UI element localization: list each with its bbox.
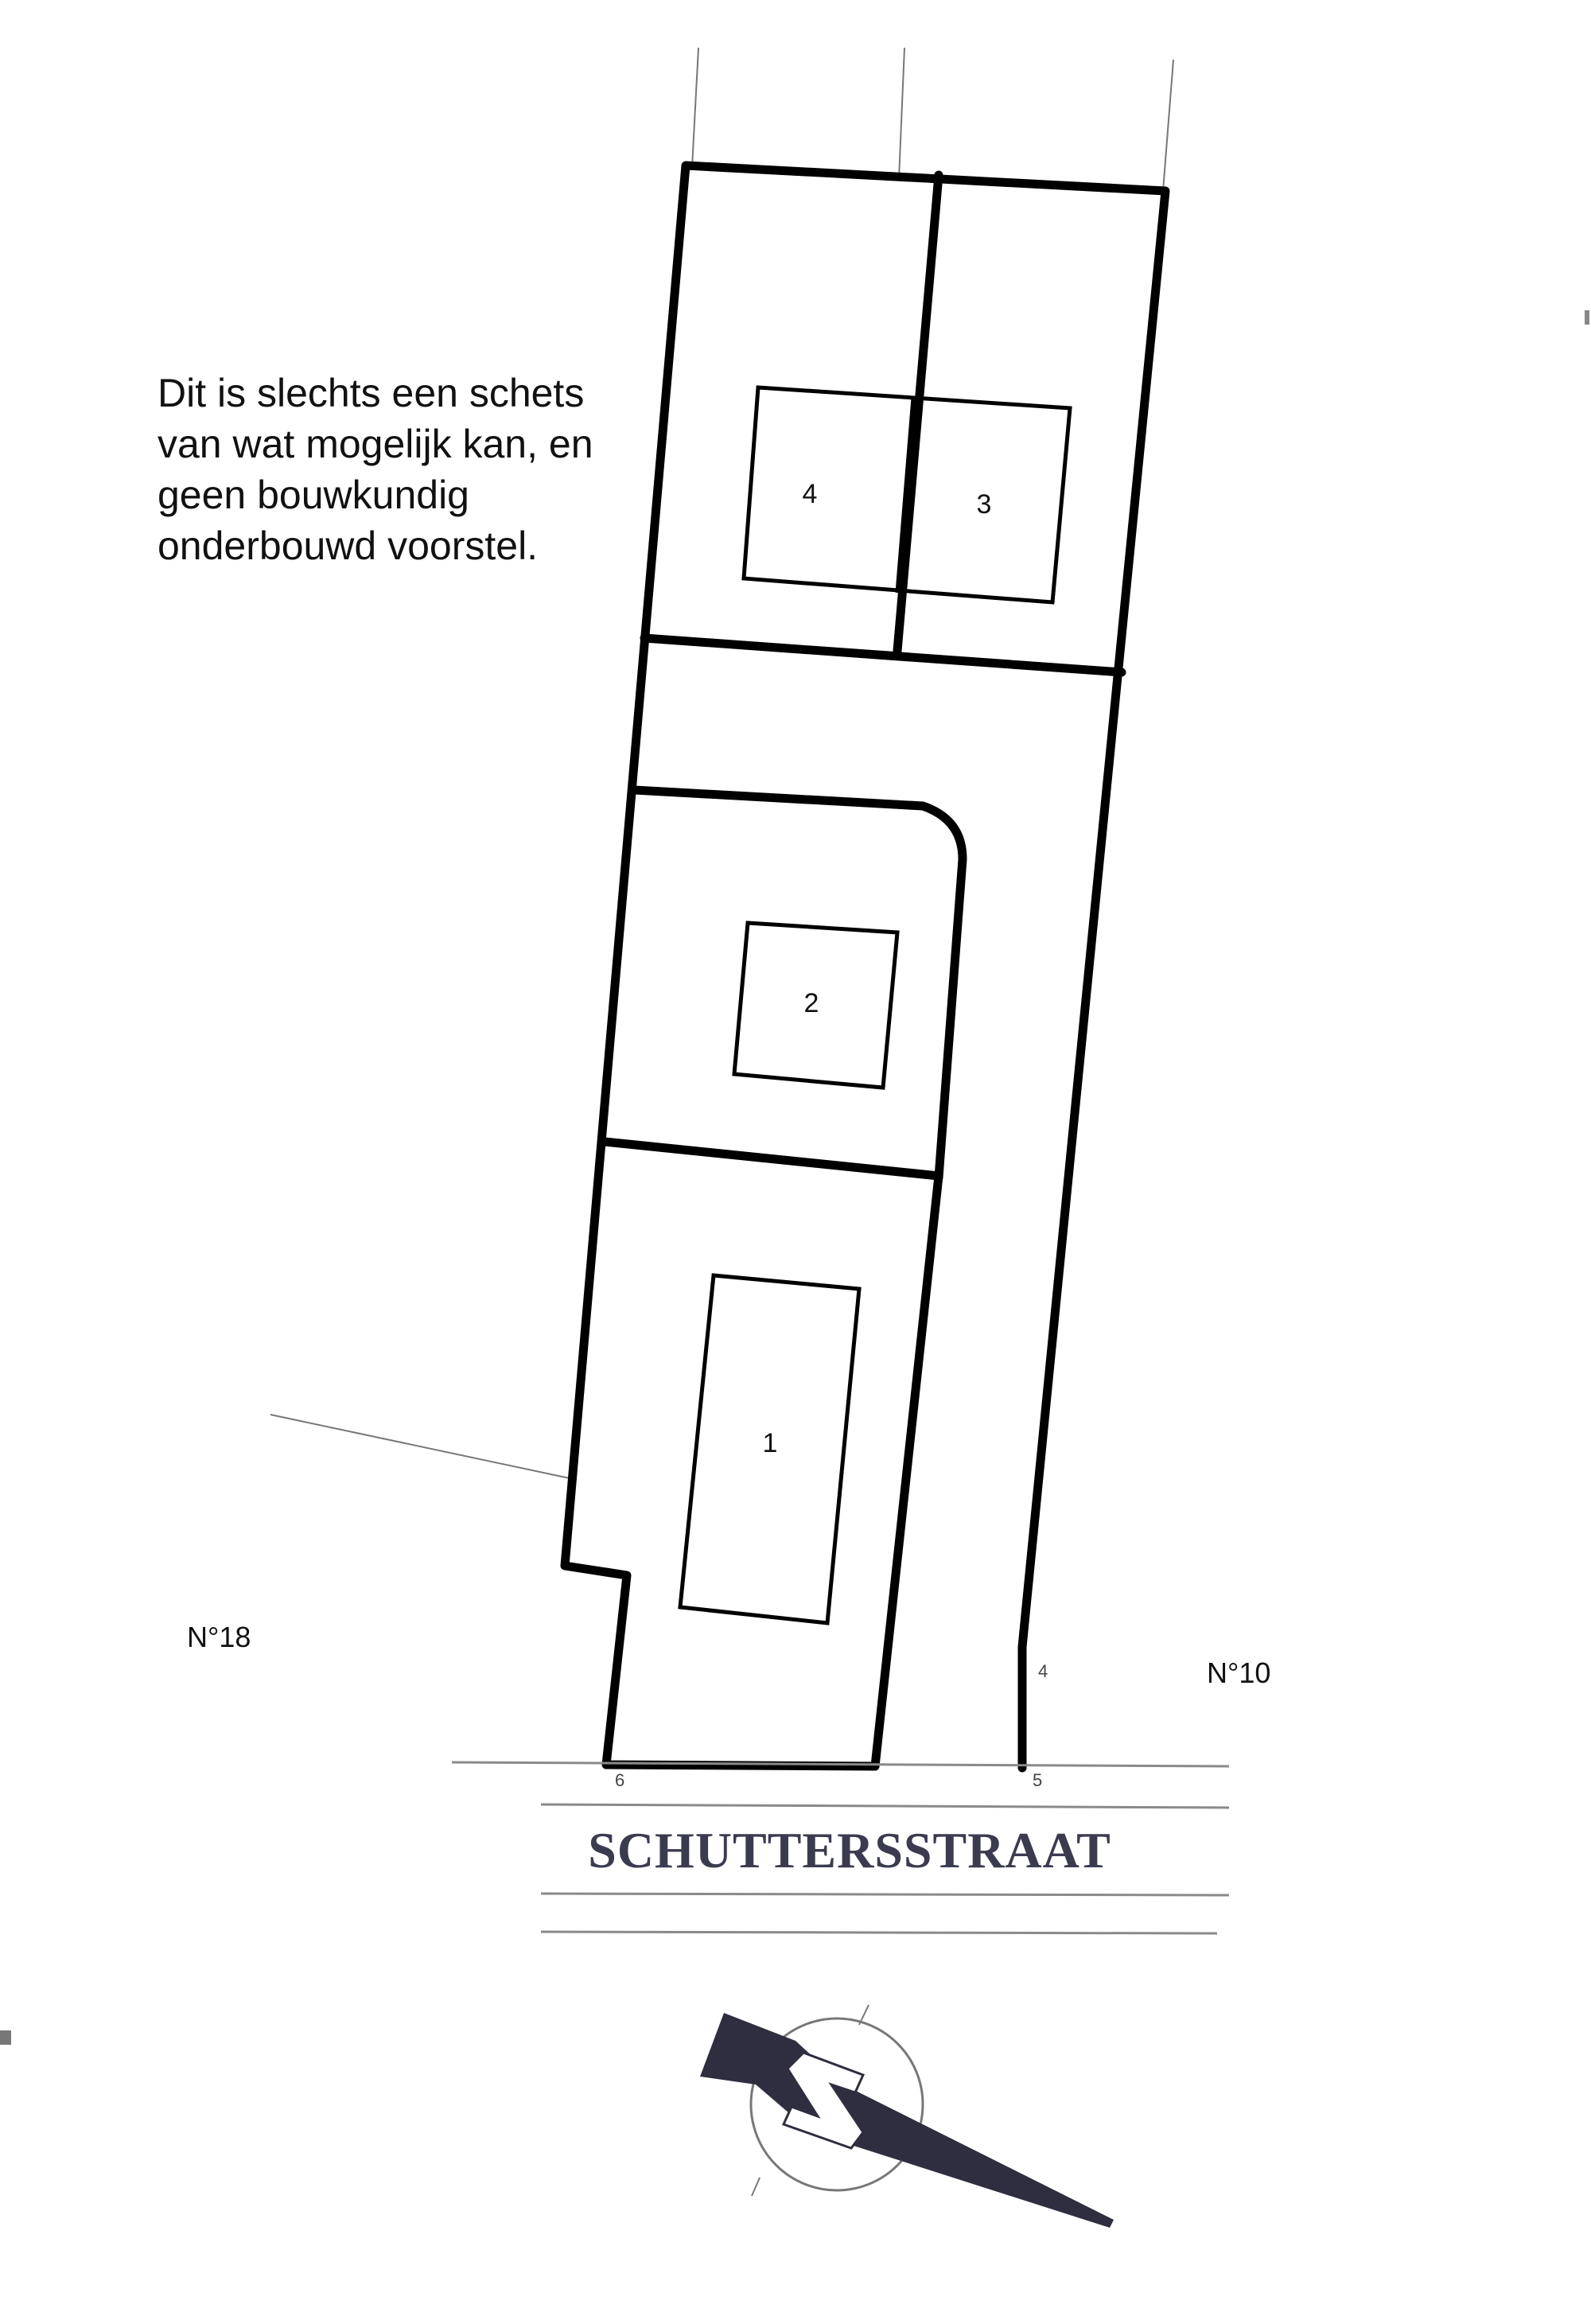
parcel-line-top-1 <box>692 48 698 167</box>
disclaimer-line-2: van wat mogelijk kan, en <box>158 422 593 466</box>
compass-arrow <box>700 2013 1114 2228</box>
parcel-line-top-3 <box>1163 60 1173 191</box>
lot-label-2: 2 <box>803 988 819 1018</box>
lot-1-east-boundary <box>875 1176 939 1766</box>
disclaimer-line-1: Dit is slechts een schets <box>158 371 585 415</box>
division-line-upper <box>644 638 1122 672</box>
lot-label-4: 4 <box>802 479 818 509</box>
neighbour-right-number: N°10 <box>1207 1656 1271 1689</box>
north-arrow-icon <box>700 2005 1114 2228</box>
division-line-lower <box>605 1142 939 1176</box>
division-line-lots-3-4 <box>897 175 939 651</box>
compass-tick-bottom <box>752 2178 760 2196</box>
lot-label-3: 3 <box>976 489 992 520</box>
corner-mark-6: 6 <box>615 1770 625 1790</box>
plot-boundary <box>565 165 1165 1768</box>
neighbour-left-number: N°18 <box>187 1621 251 1653</box>
parcel-line-top-2 <box>899 48 904 179</box>
outer-boundary-line <box>565 165 1165 1768</box>
neighbour-parcel-lines <box>270 48 1173 1478</box>
edge-artifact-left <box>0 2030 11 2045</box>
street-line-4 <box>541 1932 1217 1933</box>
street-name: SCHUTTERSSTRAAT <box>588 1822 1111 1878</box>
corner-mark-4: 4 <box>1038 1661 1048 1681</box>
parcel-line-left <box>270 1415 570 1478</box>
disclaimer-line-4: onderbouwd voorstel. <box>158 524 539 568</box>
street-line-3 <box>541 1894 1229 1895</box>
disclaimer-line-3: geen bouwkundig <box>158 473 469 517</box>
edge-artifact-right <box>1585 310 1589 325</box>
lot-label-1: 1 <box>762 1428 778 1458</box>
buildings <box>680 387 1070 1623</box>
lot-2-boundary <box>635 790 963 1178</box>
street-line-2 <box>541 1804 1229 1808</box>
corner-mark-5: 5 <box>1033 1770 1043 1790</box>
